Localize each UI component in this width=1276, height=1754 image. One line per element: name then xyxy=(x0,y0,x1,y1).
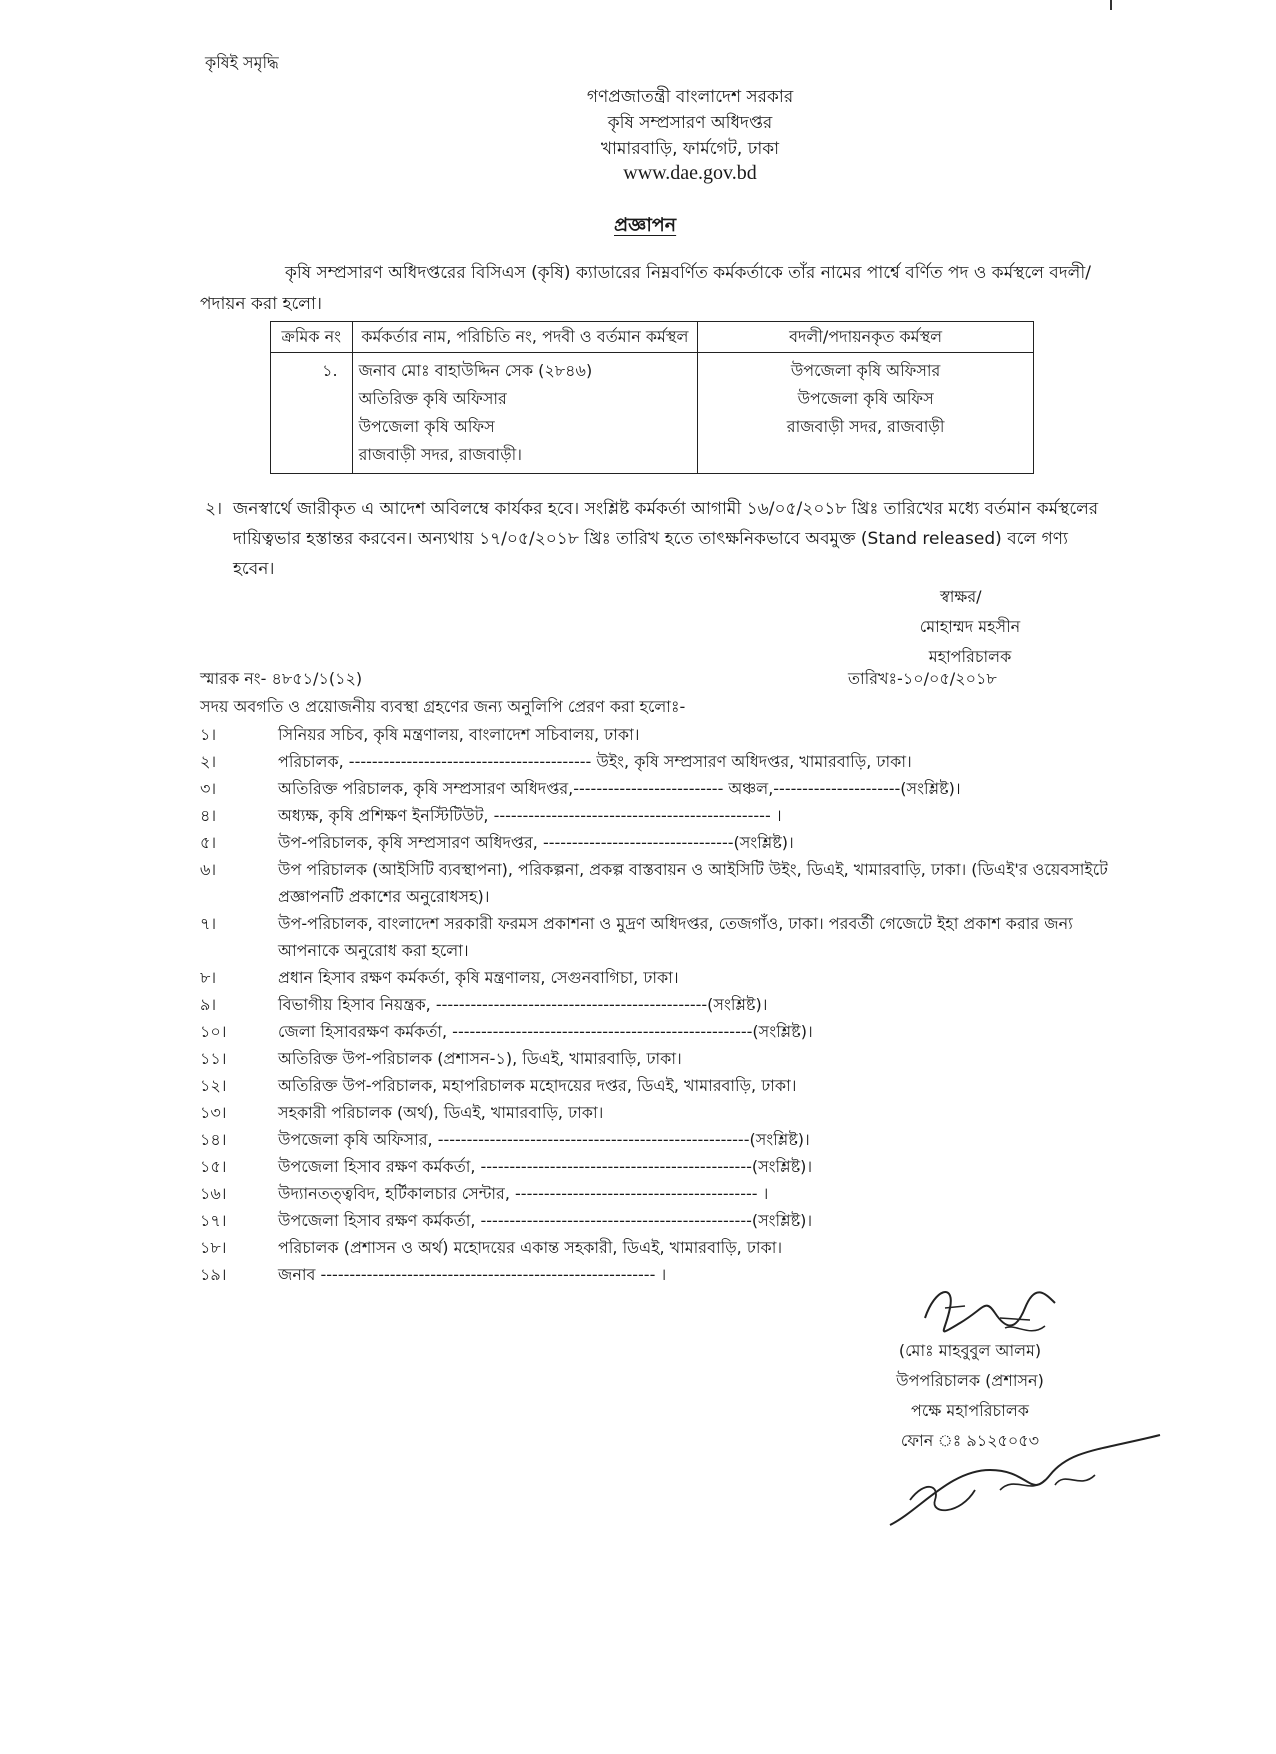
header-government: গণপ্রজাতন্ত্রী বাংলাদেশ সরকার xyxy=(586,87,794,107)
page-title: প্রজ্ঞাপন xyxy=(614,214,677,236)
list-item-text: অতিরিক্ত উপ-পরিচালক, মহাপরিচালক মহোদয়ের দপ্তর, ডিএই, খামারবাড়ি, ঢাকা। xyxy=(278,1076,797,1095)
list-item-number: ৪। xyxy=(200,806,217,825)
officer-designation: অতিরিক্ত কৃষি অফিসার xyxy=(358,389,507,408)
list-item-text: উপ-পরিচালক, বাংলাদেশ সরকারী ফরমস প্রকাশনা ও মুদ্রণ অধিদপ্তর, তেজগাঁও, ঢাকা। পরবর্তী গেজেটে ইহা প্রকাশ করার জন্য আপনাকে অনুরোধ করা হলো। xyxy=(278,914,1073,960)
list-item-number: ১০। xyxy=(200,1022,227,1041)
list-item-number: ১। xyxy=(200,725,217,744)
distribution-list xyxy=(200,721,1120,1288)
list-item xyxy=(200,721,1120,748)
header-website: www.dae.gov.bd xyxy=(623,162,757,184)
list-item xyxy=(200,829,1120,856)
list-item-number: ১৬। xyxy=(200,1184,227,1203)
memo-number: স্মারক নং- ৪৮৫১/১(১২) xyxy=(200,669,363,688)
list-item-number: ৬। xyxy=(200,860,217,879)
list-item xyxy=(200,1045,1120,1072)
officer-location: রাজবাড়ী সদর, রাজবাড়ী। xyxy=(358,445,522,464)
list-item-number: ৫। xyxy=(200,833,217,852)
list-item-number: ১৪। xyxy=(200,1130,227,1149)
list-item xyxy=(200,1126,1120,1153)
signatory-1-name: মোহাম্মদ মহসীন xyxy=(919,617,1021,636)
list-item-text: সহকারী পরিচালক (অর্থ), ডিএই, খামারবাড়ি, ঢাকা। xyxy=(278,1103,604,1122)
list-item-text: প্রধান হিসাব রক্ষণ কর্মকর্তা, কৃষি মন্ত্রণালয়, সেগুনবাগিচা, ঢাকা। xyxy=(278,968,679,987)
table-row xyxy=(271,353,1034,474)
list-item-number: ১৩। xyxy=(200,1103,227,1122)
list-item-number: ১১। xyxy=(200,1049,227,1068)
signed-mark: স্বাক্ষর/ xyxy=(940,587,982,606)
table-header-row xyxy=(271,322,1034,353)
cell-officer xyxy=(352,353,698,474)
header-address: খামারবাড়ি, ফার্মগেট, ঢাকা xyxy=(600,139,780,159)
signatory-1 xyxy=(880,582,1060,672)
transfer-table xyxy=(270,321,1034,474)
list-item-number: ৯। xyxy=(200,995,217,1014)
list-item xyxy=(200,1018,1120,1045)
list-item-number: ১৭। xyxy=(200,1211,227,1230)
list-item-number: ৭। xyxy=(200,914,217,933)
list-item xyxy=(200,1234,1120,1261)
signatory-1-designation: মহাপরিচালক xyxy=(928,647,1012,666)
signatory-2-on-behalf: পক্ষে মহাপরিচালক xyxy=(911,1401,1029,1420)
list-item-text: বিভাগীয় হিসাব নিয়ন্ত্রক, -----------------------------------------------(সংশ্লিষ্ট)। xyxy=(278,995,768,1014)
new-post-office: উপজেলা কৃষি অফিস xyxy=(797,389,934,408)
list-item-text: পরিচালক (প্রশাসন ও অর্থ) মহোদয়ের একান্ত সহকারী, ডিএই, খামারবাড়ি, ঢাকা। xyxy=(278,1238,783,1257)
clause-2-number: ২। xyxy=(205,499,223,519)
distribution-intro: সদয় অবগতি ও প্রয়োজনীয় ব্যবস্থা গ্রহণের জন্য অনুলিপি প্রেরণ করা হলোঃ- xyxy=(200,697,686,716)
list-item-text: উপজেলা হিসাব রক্ষণ কর্মকর্তা, -----------------------------------------------(সংশ্লিষ্ট)। xyxy=(278,1211,813,1230)
memo-date: তারিখঃ-১০/০৫/২০১৮ xyxy=(848,669,997,688)
signatory-2-phone: ফোন ঃ ৯১২৫০৫৩ xyxy=(900,1431,1040,1450)
new-post-location: রাজবাড়ী সদর, রাজবাড়ী xyxy=(786,417,945,436)
cell-serial: ১. xyxy=(271,353,353,474)
list-item-text: অধ্যক্ষ, কৃষি প্রশিক্ষণ ইনস্টিটিউট, ------------------------------------------------ । xyxy=(278,806,782,825)
list-item xyxy=(200,991,1120,1018)
list-item-text: পরিচালক, ------------------------------------------ উইং, কৃষি সম্প্রসারণ অধিদপ্তর, খামারবাড়ি, ঢাকা। xyxy=(278,752,912,771)
list-item xyxy=(200,1180,1120,1207)
list-item-text: উদ্যানতত্ত্ববিদ, হর্টিকালচার সেন্টার, ------------------------------------------ । xyxy=(278,1184,769,1203)
list-item-text: জনাব ---------------------------------------------------------- । xyxy=(278,1265,667,1284)
list-item-text: উপজেলা হিসাব রক্ষণ কর্মকর্তা, -----------------------------------------------(সংশ্লিষ্ট)। xyxy=(278,1157,813,1176)
list-item xyxy=(200,1072,1120,1099)
list-item xyxy=(200,802,1120,829)
handwritten-signature xyxy=(880,1430,1170,1540)
header-officer: কর্মকর্তার নাম, পরিচিতি নং, পদবী ও বর্তমান কর্মস্থল xyxy=(352,322,698,353)
list-item xyxy=(200,1099,1120,1126)
list-item-number: ১৫। xyxy=(200,1157,227,1176)
list-item-text: উপ পরিচালক (আইসিটি ব্যবস্থাপনা), পরিকল্পনা, প্রকল্প বাস্তবায়ন ও আইসিটি উইং, ডিএই, খামারবাড়ি, ঢাকা। (ডিএই'র ওয়েবসাইটে প্রজ্ঞাপনটি প্রকাশের অনুরোধসহ)। xyxy=(278,860,1108,906)
new-post-designation: উপজেলা কৃষি অফিসার xyxy=(790,361,941,380)
header-new-post: বদলী/পদায়নকৃত কর্মস্থল xyxy=(698,322,1034,353)
list-item xyxy=(200,775,1120,802)
officer-name: জনাব মোঃ বাহাউদ্দিন সেক (২৮৪৬) xyxy=(358,361,593,380)
scan-mark xyxy=(1110,0,1112,10)
signatory-2-designation: উপপরিচালক (প্রশাসন) xyxy=(896,1371,1044,1390)
cell-new-post xyxy=(698,353,1034,474)
clause-2 xyxy=(205,494,1110,584)
list-item-text: অতিরিক্ত পরিচালক, কৃষি সম্প্রসারণ অধিদপ্তর,-------------------------- অঞ্চল,----------------------(সংশ্লিষ্ট)। xyxy=(278,779,961,798)
list-item xyxy=(200,1153,1120,1180)
list-item-number: ১৯। xyxy=(200,1265,227,1284)
list-item-number: ৮। xyxy=(200,968,217,987)
list-item xyxy=(200,964,1120,991)
slogan: কৃষিই সমৃদ্ধি xyxy=(205,53,279,72)
list-item-number: ২। xyxy=(200,752,217,771)
header-serial: ক্রমিক নং xyxy=(271,322,353,353)
list-item-text: উপজেলা কৃষি অফিসার, ------------------------------------------------------(সংশ্লিষ্ট)। xyxy=(278,1130,810,1149)
signatory-2-name: (মোঃ মাহবুবুল আলম) xyxy=(898,1341,1042,1360)
list-item xyxy=(200,910,1120,964)
intro-paragraph: কৃষি সম্প্রসারণ অধিদপ্তরের বিসিএস (কৃষি) ক্যাডারের নিম্নবর্ণিত কর্মকর্তাকে তাঁর নামের পার্শ্বে বর্ণিত পদ ও কর্মস্থলে বদলী/পদায়ন করা হলো। xyxy=(200,263,1091,314)
list-item-text: জেলা হিসাবরক্ষণ কর্মকর্তা, ----------------------------------------------------(সংশ্লিষ্ট)। xyxy=(278,1022,813,1041)
header-department: কৃষি সম্প্রসারণ অধিদপ্তর xyxy=(607,113,773,133)
list-item xyxy=(200,1207,1120,1234)
officer-office: উপজেলা কৃষি অফিস xyxy=(358,417,495,436)
list-item-number: ১৮। xyxy=(200,1238,227,1257)
list-item-number: ১২। xyxy=(200,1076,227,1095)
list-item-text: উপ-পরিচালক, কৃষি সম্প্রসারণ অধিদপ্তর, ---------------------------------(সংশ্লিষ্ট)। xyxy=(278,833,794,852)
list-item-text: অতিরিক্ত উপ-পরিচালক (প্রশাসন-১), ডিএই, খামারবাড়ি, ঢাকা। xyxy=(278,1049,682,1068)
list-item-text: সিনিয়র সচিব, কৃষি মন্ত্রণালয়, বাংলাদেশ সচিবালয়, ঢাকা। xyxy=(278,725,640,744)
list-item xyxy=(200,748,1120,775)
clause-2-text: জনস্বার্থে জারীকৃত এ আদেশ অবিলম্বে কার্যকর হবে। সংশ্লিষ্ট কর্মকর্তা আগামী ১৬/০৫/২০১৮ খ্রিঃ তারিখের মধ্যে বর্তমান কর্মস্থলের দায়িত্বভার হস্তান্তর করবেন। অন্যথায় ১৭/০৫/২০১৮ খ্রিঃ তারিখ হতে তাৎক্ষনিকভাবে অবমুক্ত (Stand released) বলে গণ্য হবেন। xyxy=(233,499,1099,579)
list-item-number: ৩। xyxy=(200,779,217,798)
list-item xyxy=(200,856,1120,910)
